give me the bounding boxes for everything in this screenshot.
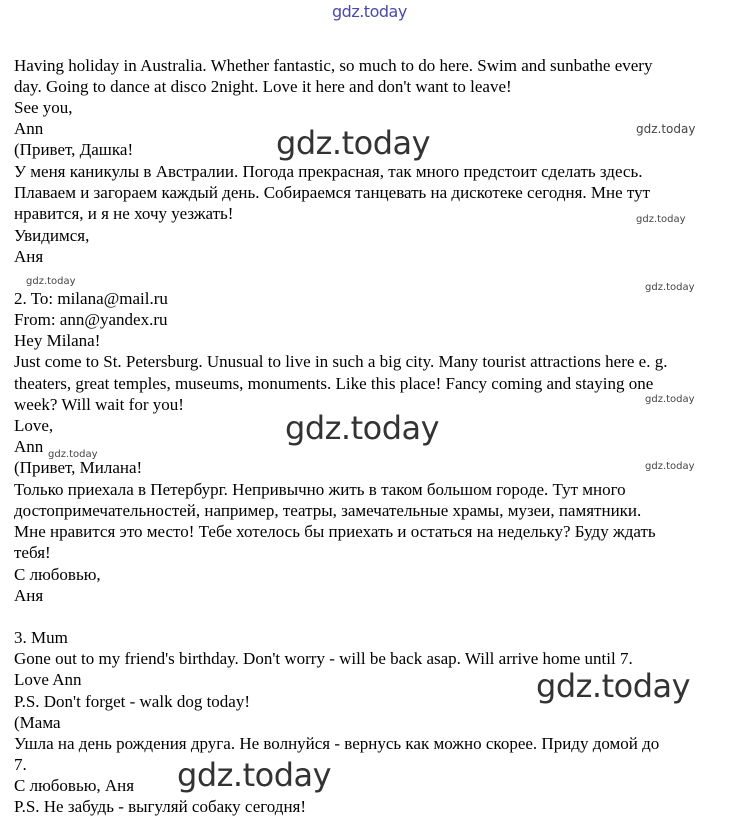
text-line: (Привет, Дашка! [14,140,134,159]
watermark-small: gdz.today [48,449,98,460]
text-line: (Мама [14,713,61,732]
watermark-small: gdz.today [636,122,696,136]
text-line: See you, [14,98,73,117]
watermark-large: gdz.today [276,124,431,162]
text-line: day. Going to dance at disco 2night. Love it here and don't want to leave! [14,77,512,96]
watermark-small: gdz.today [26,276,76,287]
text-line: Gone out to my friend's birthday. Don't worry - will be back asap. Will arrive home until 7. [14,649,633,668]
text-line: С любовью, [14,565,101,584]
text-line: (Привет, Милана! [14,458,143,477]
text-line: нравится, и я не хочу уезжать! [14,204,234,223]
watermark-large: gdz.today [285,409,440,447]
text-line: Having holiday in Australia. Whether fantastic, so much to do here. Swim and sunbathe every [14,56,653,75]
text-line: From: ann@yandex.ru [14,310,168,329]
text-line: Увидимся, [14,226,90,245]
watermark-small: gdz.today [645,461,695,472]
text-line: Love, [14,416,54,435]
text-line: У меня каникулы в Австралии. Погода прекрасная, так много предстоит сделать здесь. [14,162,643,181]
text-line: 2. To: milana@mail.ru [14,289,168,308]
watermark-large: gdz.today [536,667,691,705]
text-line: 3. Mum [14,628,68,647]
text-line: P.S. Don't forget - walk dog today! [14,692,251,711]
text-line: С любовью, Аня [14,776,135,795]
text-line: Ann [14,437,44,456]
text-line: Just come to St. Petersburg. Unusual to live in such a big city. Many tourist attractions here e. g. [14,352,668,371]
text-line: Ann [14,119,44,138]
text-line: Аня [14,586,44,605]
text-line: достопримечательностей, например, театры, замечательные храмы, музеи, памятники. [14,501,642,520]
watermark-small: gdz.today [636,214,686,225]
text-line: Ушла на день рождения друга. Не волнуйся - вернусь как можно скорее. Приду домой до [14,734,660,753]
watermark-small: gdz.today [645,282,695,293]
text-line: Hey Milana! [14,331,101,350]
text-line: week? Will wait for you! [14,395,184,414]
text-line: тебя! [14,543,51,562]
watermark-top: gdz.today [332,2,407,21]
text-line: Мне нравится это место! Тебе хотелось бы приехать и остаться на недельку? Буду ждать [14,522,656,541]
watermark-large: gdz.today [177,756,332,794]
text-line: Аня [14,247,44,266]
text-line: Плаваем и загораем каждый день. Собираемся танцевать на дискотеке сегодня. Мне тут [14,183,651,202]
text-line: P.S. Не забудь - выгуляй собаку сегодня! [14,797,307,816]
watermark-small: gdz.today [645,394,695,405]
text-line: 7. [14,755,27,774]
text-line: Только приехала в Петербург. Непривычно жить в таком большом городе. Тут много [14,480,626,499]
text-line: Love Ann [14,670,82,689]
text-line: theaters, great temples, museums, monuments. Like this place! Fancy coming and staying one [14,374,654,393]
